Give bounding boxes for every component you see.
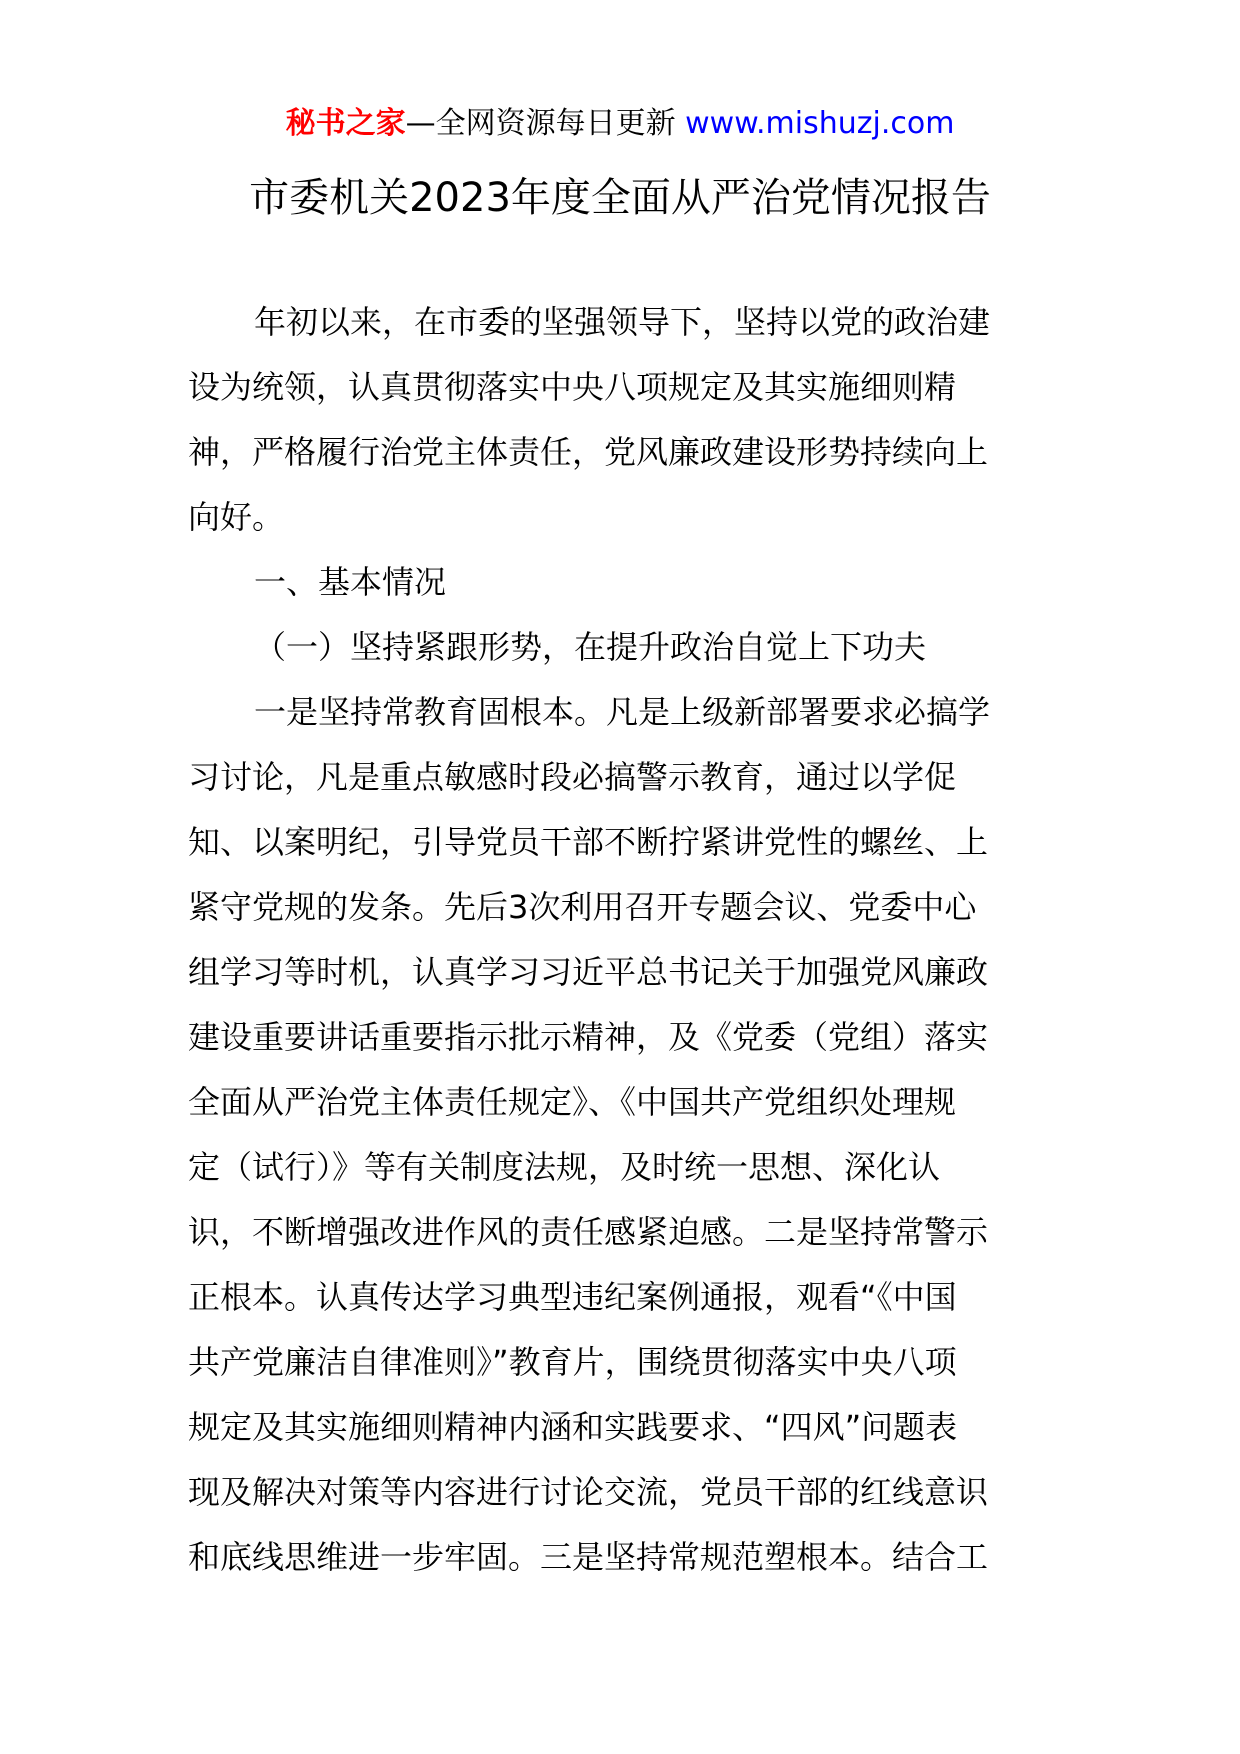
- body-line: 年初以来，在市委的坚强领导下，坚持以党的政治建: [254, 303, 991, 341]
- body-line: 知、以案明纪，引导党员干部不断拧紧讲党性的螺丝、上: [188, 823, 989, 861]
- body-line: 组学习等时机，认真学习习近平总书记关于加强党风廉政: [188, 953, 989, 991]
- site-header: [0, 100, 1240, 148]
- body-line: 紧守党规的发条。先后3次利用召开专题会议、党委中心: [188, 888, 977, 926]
- body-line: 全面从严治党主体责任规定》、《中国共产党组织处理规: [188, 1083, 957, 1121]
- document-title: 市委机关2023年度全面从严治党情况报告: [249, 175, 991, 221]
- body-line: 定（试行）》等有关制度法规，及时统一思想、深化认: [188, 1148, 941, 1186]
- body-line: 设为统领，认真贯彻落实中央八项规定及其实施细则精: [188, 368, 957, 406]
- document-body: [188, 290, 1058, 1590]
- body-line: 一是坚持常教育固根本。凡是上级新部署要求必搞学: [254, 693, 991, 731]
- body-line: 神，严格履行治党主体责任，党风廉政建设形势持续向上: [188, 433, 989, 471]
- site-url-link[interactable]: www.mishuzj.com: [685, 106, 955, 141]
- body-line: 正根本。认真传达学习典型违纪案例通报，观看“《中国: [188, 1278, 957, 1316]
- body-line: 现及解决对策等内容进行讨论交流，党员干部的红线意识: [188, 1473, 989, 1511]
- body-line: 和底线思维进一步牢固。三是坚持常规范塑根本。结合工: [188, 1538, 989, 1576]
- body-line: 识，不断增强改进作风的责任感紧迫感。二是坚持常警示: [188, 1213, 989, 1251]
- body-line: 规定及其实施细则精神内涵和实践要求、“四风”问题表: [188, 1408, 958, 1446]
- site-tagline: —全网资源每日更新: [405, 106, 686, 141]
- body-line: 一、基本情况: [254, 563, 447, 601]
- body-line: 建设重要讲话重要指示批示精神，及《党委（党组）落实: [188, 1018, 989, 1056]
- body-line: （一）坚持紧跟形势，在提升政治自觉上下功夫: [254, 628, 927, 666]
- body-line: 习讨论，凡是重点敏感时段必搞警示教育，通过以学促: [188, 758, 957, 796]
- body-line: 向好。: [188, 498, 285, 536]
- site-brand: 秘书之家: [285, 106, 406, 141]
- body-line: 共产党廉洁自律准则》”教育片，围绕贯彻落实中央八项: [188, 1343, 957, 1381]
